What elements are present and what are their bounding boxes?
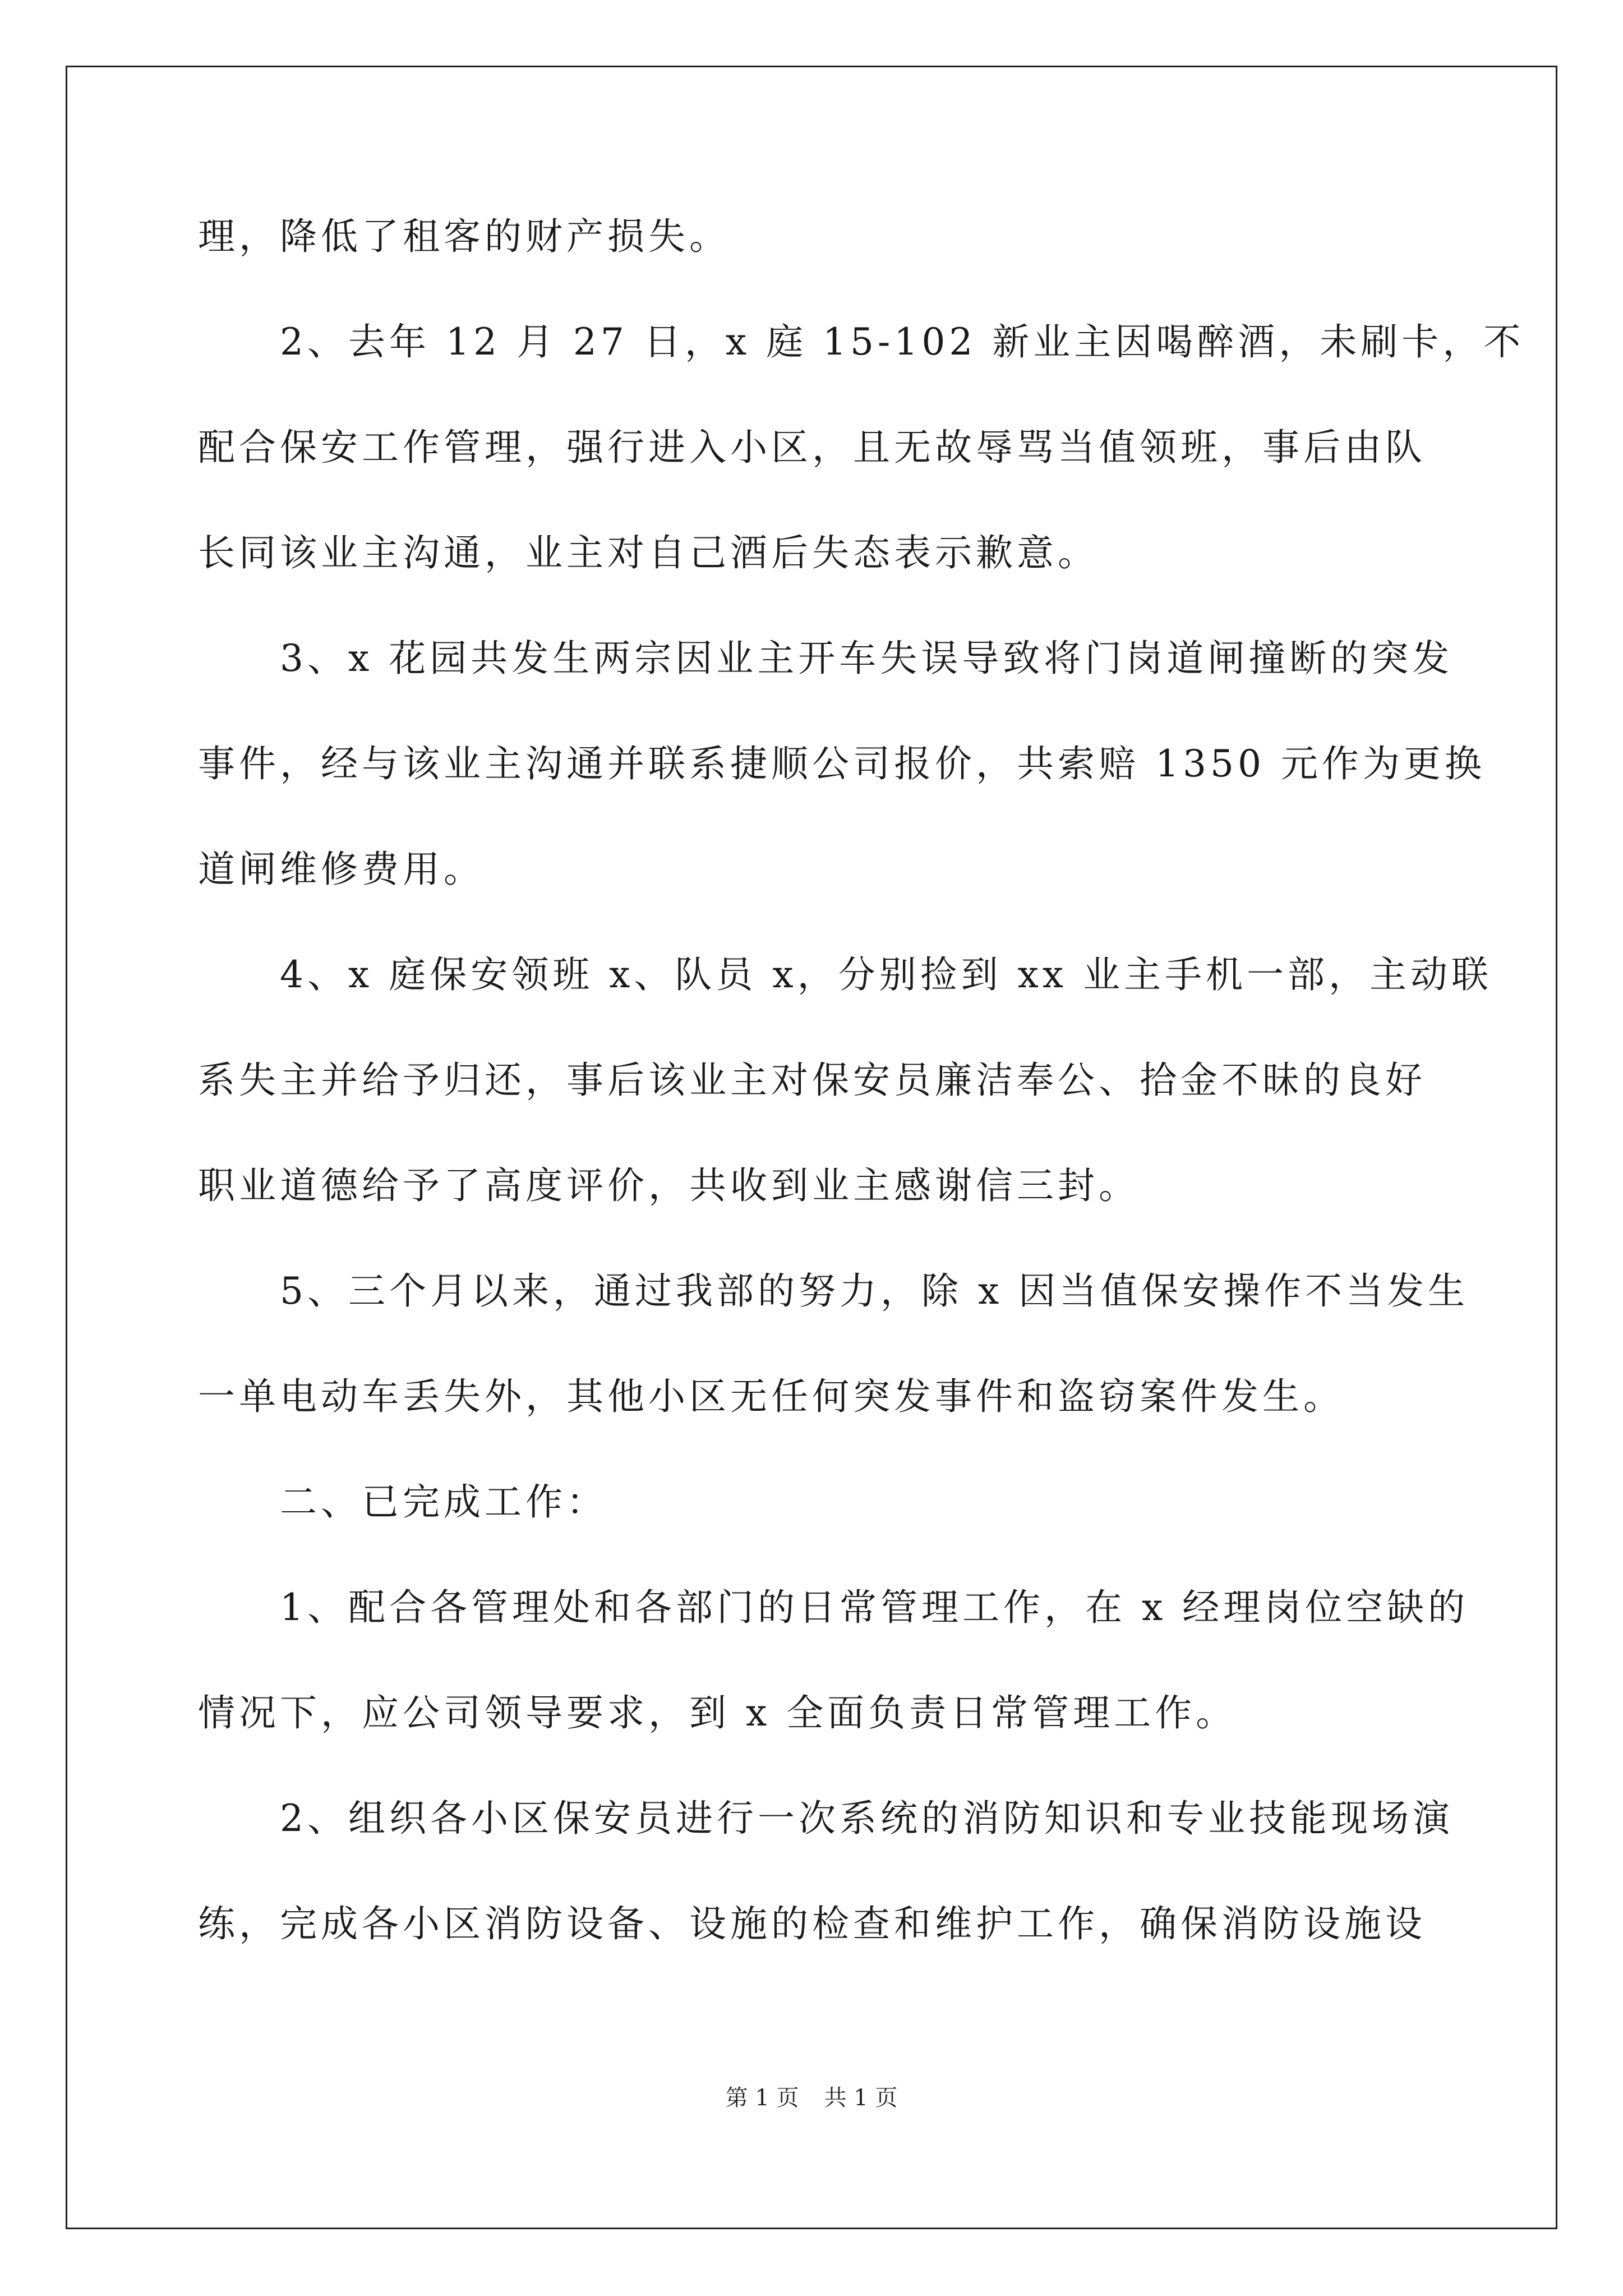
text-line: 一单电动车丢失外，其他小区无任何突发事件和盗窃案件发生。 [198, 1375, 1344, 1418]
text-line: 二、已完成工作： [198, 1480, 607, 1524]
text-line: 配合保安工作管理，强行进入小区，且无故辱骂当值领班，事后由队 [198, 426, 1426, 469]
page-total: 共 1 页 [824, 2085, 898, 2111]
text-line: 5、三个月以来，通过我部的努力，除 x 因当值保安操作不当发生 [198, 1269, 1469, 1313]
page-footer [0, 2084, 1623, 2112]
text-line: 事件，经与该业主沟通并联系捷顺公司报价，共索赔 1350 元作为更换 [198, 742, 1486, 785]
text-line: 职业道德给予了高度评价，共收到业主感谢信三封。 [198, 1164, 1140, 1207]
text-line: 3、x 花园共发生两宗因业主开车失误导致将门岗道闸撞断的突发 [198, 637, 1454, 680]
page-number: 第 1 页 [725, 2085, 799, 2111]
text-line: 2、组织各小区保安员进行一次系统的消防知识和专业技能现场演 [198, 1797, 1454, 1840]
text-line: 长同该业主沟通，业主对自己酒后失态表示歉意。 [198, 531, 1099, 574]
text-line: 4、x 庭保安领班 x、队员 x，分别捡到 xx 业主手机一部，主动联 [198, 953, 1492, 996]
text-line: 1、配合各管理处和各部门的日常管理工作，在 x 经理岗位空缺的 [198, 1586, 1469, 1629]
text-line: 情况下，应公司领导要求，到 x 全面负责日常管理工作。 [198, 1691, 1237, 1734]
text-line: 道闸维修费用。 [198, 848, 485, 891]
text-line: 2、去年 12 月 27 日，x 庭 15-102 新业主因喝醉酒，未刷卡，不 [198, 320, 1525, 364]
text-line: 系失主并给予归还，事后该业主对保安员廉洁奉公、拾金不昧的良好 [198, 1059, 1426, 1102]
document-body [198, 210, 1525, 1950]
text-line: 练，完成各小区消防设备、设施的检查和维护工作，确保消防设施设 [198, 1902, 1426, 1945]
text-line: 理，降低了租客的财产损失。 [198, 215, 730, 258]
